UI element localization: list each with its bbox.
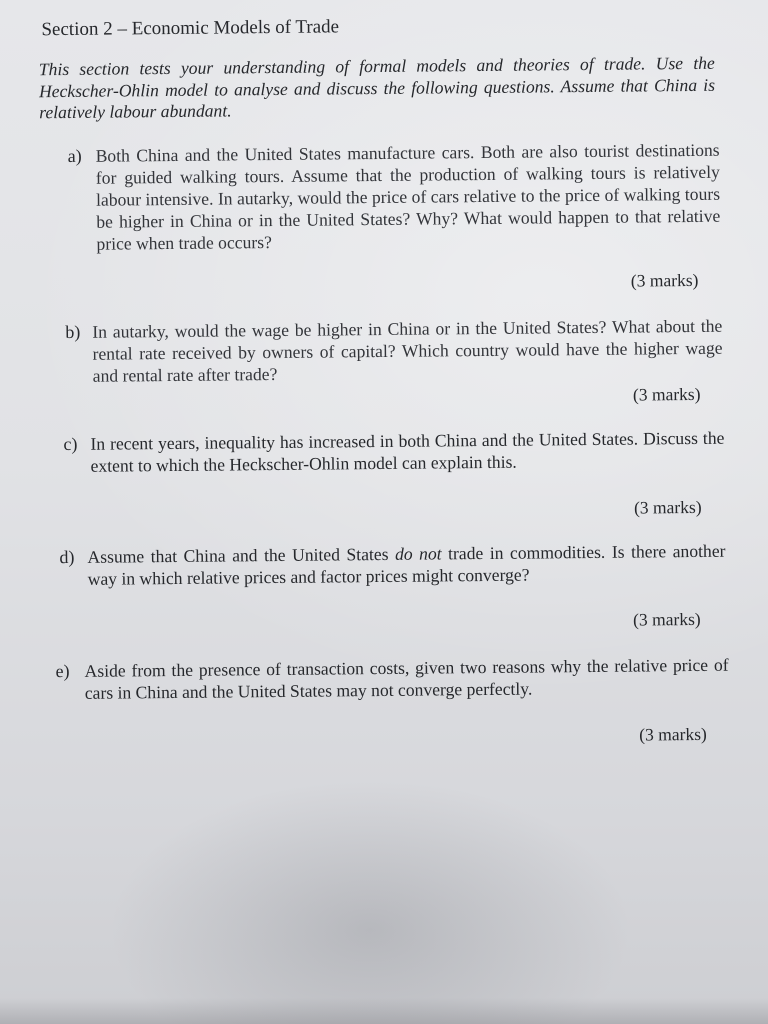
question-a-marks: (3 marks): [630, 269, 699, 291]
question-d-text: [87, 540, 725, 590]
question-e-marks: (3 marks): [639, 723, 707, 745]
question-b-marks: (3 marks): [632, 383, 701, 405]
section-intro: This section tests your understanding of formal models and theories of trade. Use the Heckscher-Ohlin model to analyse and discuss the following questions. Assume that China is relatively labour abundant.: [38, 52, 716, 123]
question-b-label: b): [65, 321, 81, 343]
question-d-text-before: Assume that China and the United States: [87, 543, 396, 567]
question-a-text: Both China and the United States manufacture cars. Both are also tourist destinations for guided walking tours. Assume that the production of walking tours is relatively labour intensive. In autarky, would the price of cars relative to the price of walking tours be higher in China or in the United States? Why? What would happen to that relative price when trade occurs?: [95, 139, 721, 254]
question-c: [0, 426, 768, 518]
question-a: [0, 138, 766, 291]
question-d: [1, 539, 768, 630]
question-d-label: d): [59, 546, 75, 568]
question-a-label: a): [67, 145, 82, 166]
question-d-text-after: trade in commodities. Is there another way in which relative prices and factor prices might converge?: [87, 540, 726, 589]
question-b-text: In autarky, would the wage be higher in China or in the United States? What about the rental rate received by owners of capital? Which country would have the higher wage and rental rate after trade?: [92, 315, 723, 386]
question-d-marks: (3 marks): [633, 608, 701, 630]
question-d-emphasis: do not: [394, 543, 442, 564]
question-e-label: e): [55, 660, 70, 682]
question-c-text: In recent years, inequality has increased in both China and the United States. Discuss the extent to which the Heckscher-Ohlin model can explain this.: [90, 427, 725, 476]
question-c-label: c): [63, 433, 78, 455]
question-e: [2, 653, 768, 745]
question-b: [0, 314, 767, 405]
section-title: Section 2 – Economic Models of Trade: [41, 16, 340, 41]
question-c-marks: (3 marks): [633, 496, 702, 518]
question-e-text: Aside from the presence of transaction costs, given two reasons why the relative price of cars in China and the United States may not converge perfectly.: [84, 654, 729, 703]
